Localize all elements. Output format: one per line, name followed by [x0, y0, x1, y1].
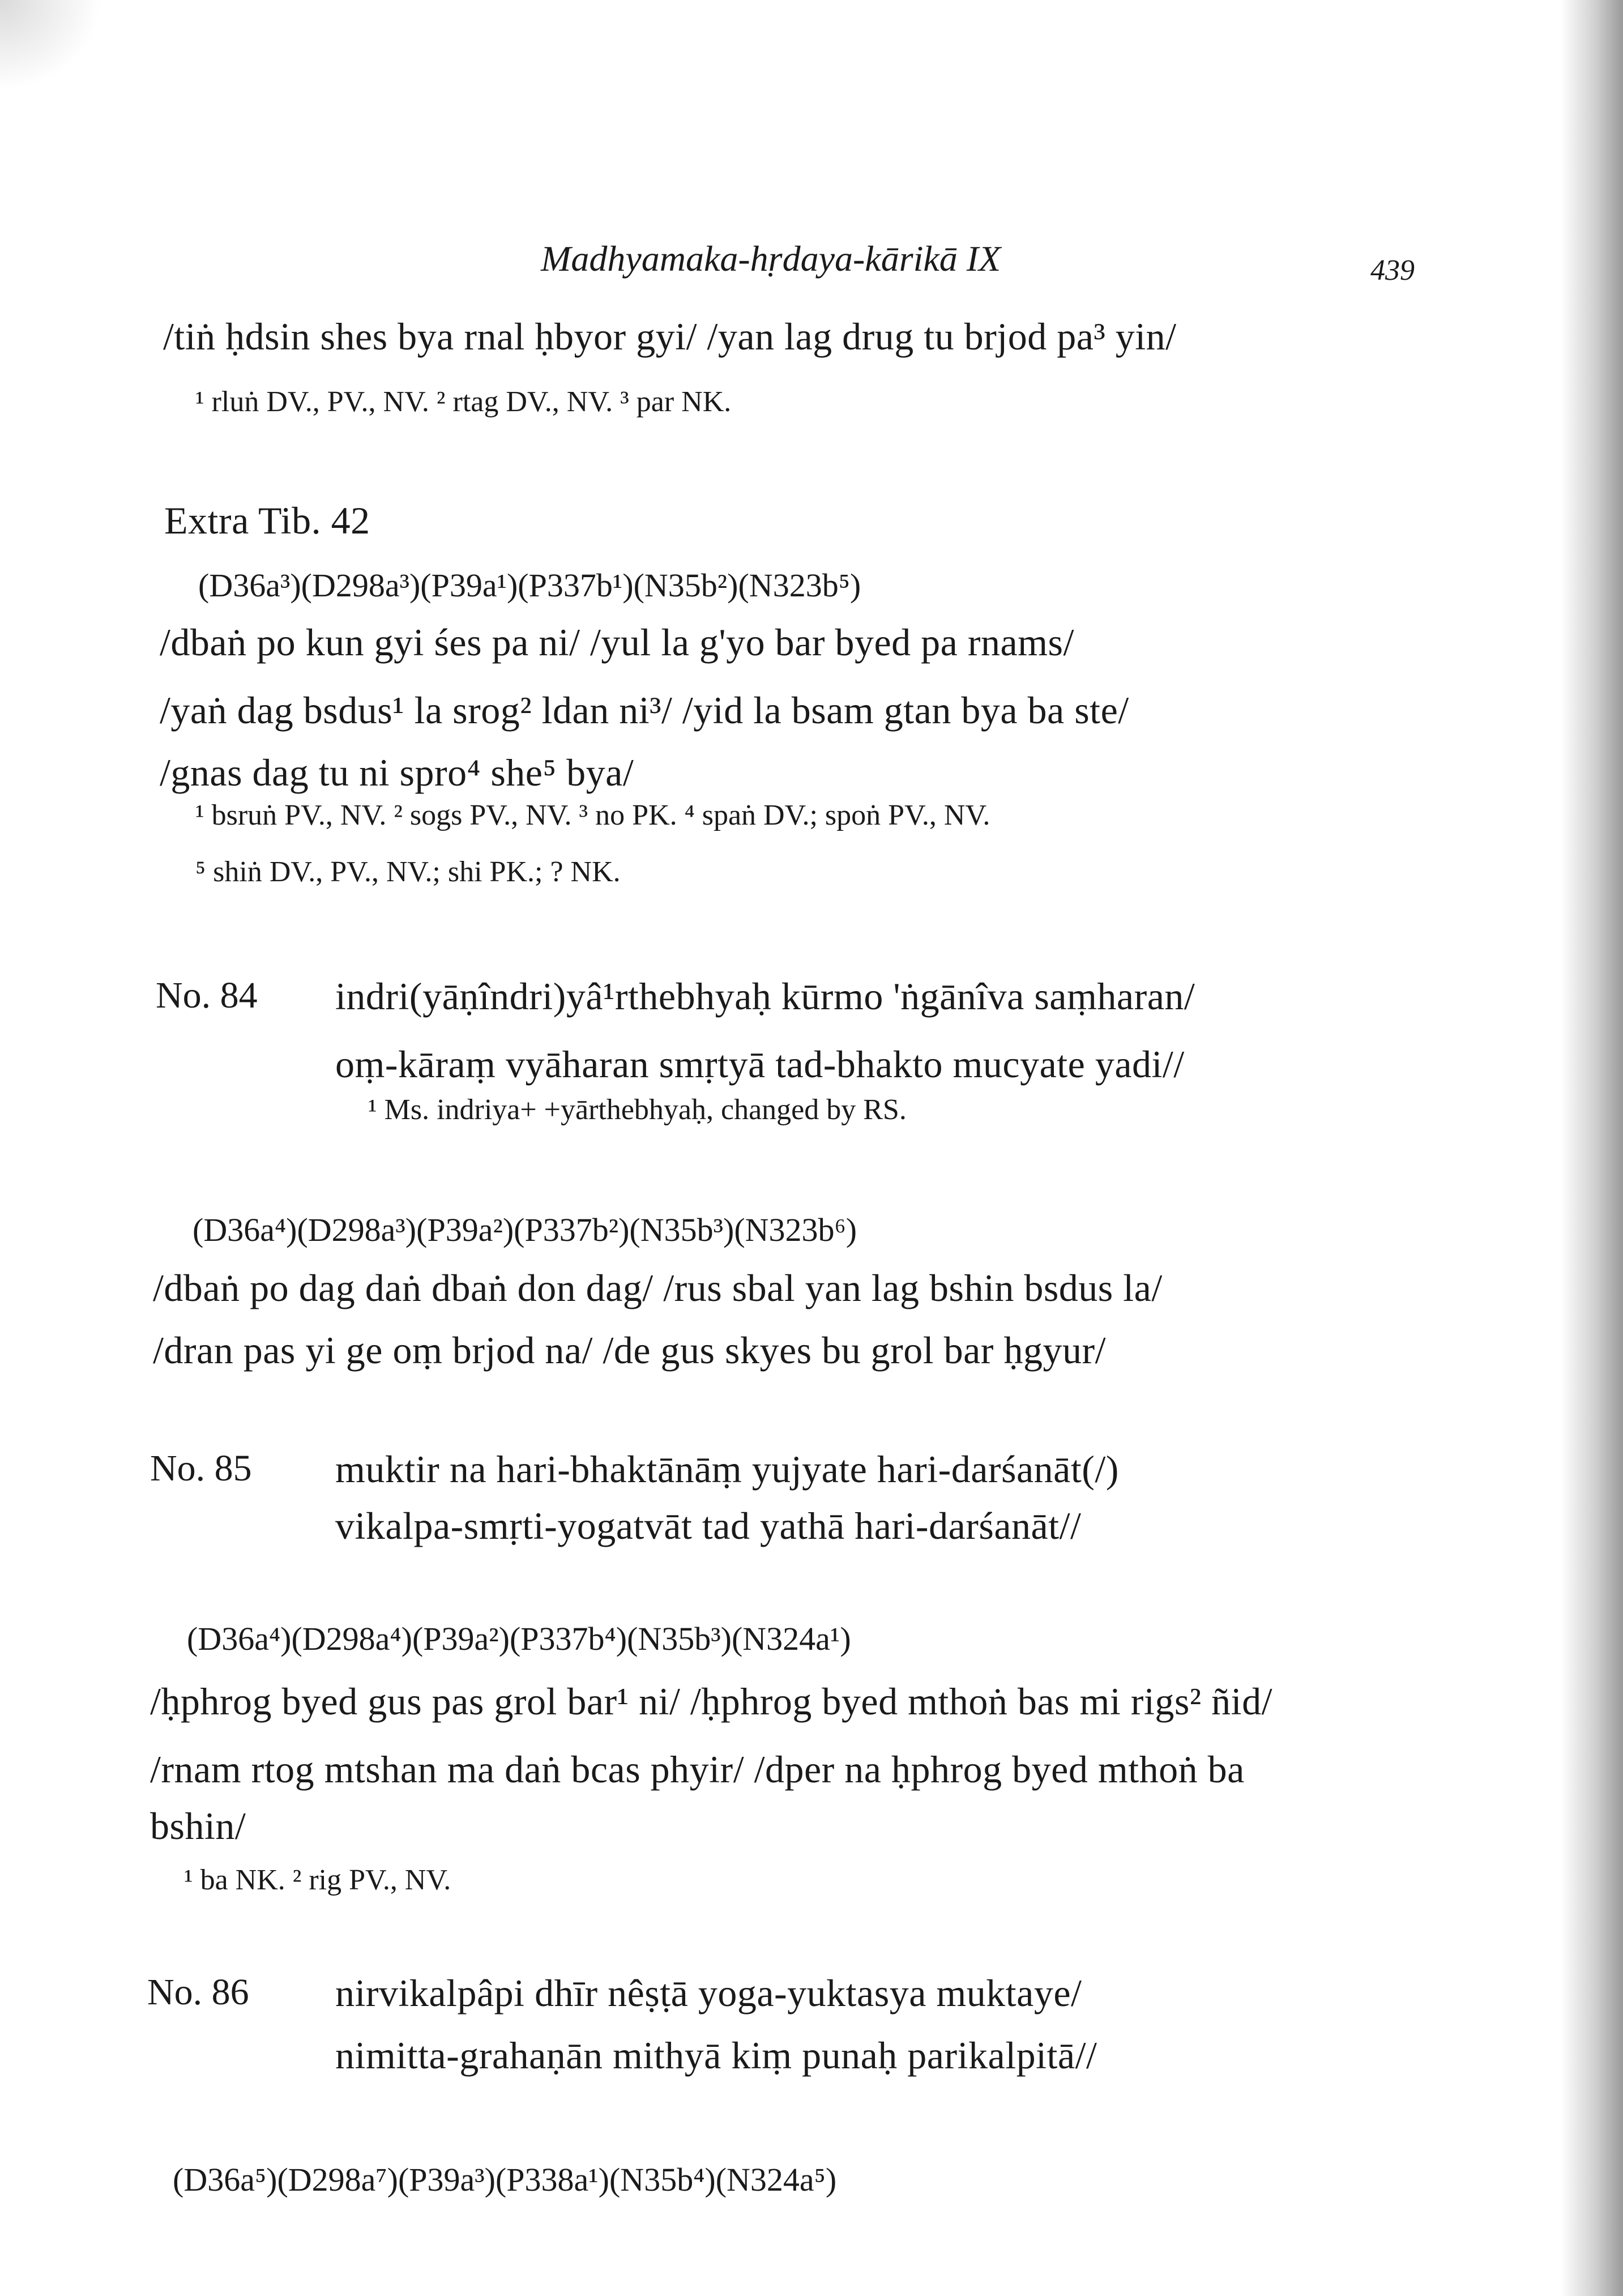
- verse-line: /tiṅ ḥdsin shes bya rnal ḥbyor gyi/ /yan lag drug tu brjod pa³ yin/: [163, 315, 1177, 358]
- verse-number: No. 86: [147, 1971, 249, 2013]
- sanskrit-verse-line: indri(yāṇîndri)yâ¹rthebhyaḥ kūrmo 'ṅgānîva saṃharan/: [335, 975, 1195, 1018]
- verse-number: No. 85: [150, 1448, 252, 1489]
- source-references: (D36a³)(D298a³)(P39a¹)(P337b¹)(N35b²)(N323b⁵): [198, 567, 861, 604]
- scan-shadow-edge: [1561, 0, 1623, 2296]
- scan-shadow-corner: [0, 0, 102, 91]
- footnote-line: ¹ Ms. indriya+ +yārthebhyaḥ, changed by RS.: [368, 1094, 907, 1126]
- verse-line: /gnas dag tu ni spro⁴ she⁵ bya/: [160, 751, 634, 794]
- page-number: 439: [1370, 254, 1415, 287]
- verse-line: nimitta-grahaṇān mithyā kiṃ punaḥ parikalpitā//: [335, 2034, 1097, 2077]
- sanskrit-verse-line: nirvikalpâpi dhīr nêṣṭā yoga-yuktasya muktaye/: [335, 1971, 1082, 2015]
- running-title: Madhyamaka-hṛdaya-kārikā IX: [541, 238, 1001, 279]
- footnote-line: ⁵ shiṅ DV., PV., NV.; shi PK.; ? NK.: [195, 856, 621, 888]
- verse-line: oṃ-kāraṃ vyāharan smṛtyā tad-bhakto mucyate yadi//: [335, 1043, 1185, 1086]
- source-references: (D36a⁵)(D298a⁷)(P39a³)(P338a¹)(N35b⁴)(N324a⁵): [173, 2161, 837, 2198]
- verse-line: Extra Tib. 42: [164, 499, 370, 542]
- sanskrit-verse-line: muktir na hari-bhaktānāṃ yujyate hari-darśanāt(/): [335, 1448, 1119, 1491]
- verse-line: /yaṅ dag bsdus¹ la srog² ldan ni³/ /yid la bsam gtan bya ba ste/: [160, 689, 1129, 732]
- footnote-line: ¹ rluṅ DV., PV., NV. ² rtag DV., NV. ³ par NK.: [195, 386, 732, 418]
- verse-line: /ḥphrog byed gus pas grol bar¹ ni/ /ḥphrog byed mthoṅ bas mi rigs² ñid/: [150, 1680, 1272, 1723]
- footnote-line: ¹ ba NK. ² rig PV., NV.: [184, 1864, 451, 1896]
- verse-line: /dran pas yi ge oṃ brjod na/ /de gus skyes bu grol bar ḥgyur/: [153, 1329, 1106, 1372]
- verse-line: bshin/: [150, 1804, 246, 1847]
- verse-line: /rnam rtog mtshan ma daṅ bcas phyir/ /dper na ḥphrog byed mthoṅ ba: [150, 1748, 1245, 1791]
- verse-line: vikalpa-smṛti-yogatvāt tad yathā hari-darśanāt//: [335, 1504, 1082, 1547]
- verse-number: No. 84: [156, 975, 258, 1016]
- source-references: (D36a⁴)(D298a⁴)(P39a²)(P337b⁴)(N35b³)(N324a¹): [187, 1620, 851, 1657]
- footnote-line: ¹ bsruṅ PV., NV. ² sogs PV., NV. ³ no PK. ⁴ spaṅ DV.; spoṅ PV., NV.: [195, 799, 990, 831]
- verse-line: /dbaṅ po dag daṅ dbaṅ don dag/ /rus sbal yan lag bshin bsdus la/: [153, 1266, 1163, 1309]
- verse-line: /dbaṅ po kun gyi śes pa ni/ /yul la g'yo bar byed pa rnams/: [160, 621, 1074, 664]
- source-references: (D36a⁴)(D298a³)(P39a²)(P337b²)(N35b³)(N323b⁶): [193, 1211, 857, 1248]
